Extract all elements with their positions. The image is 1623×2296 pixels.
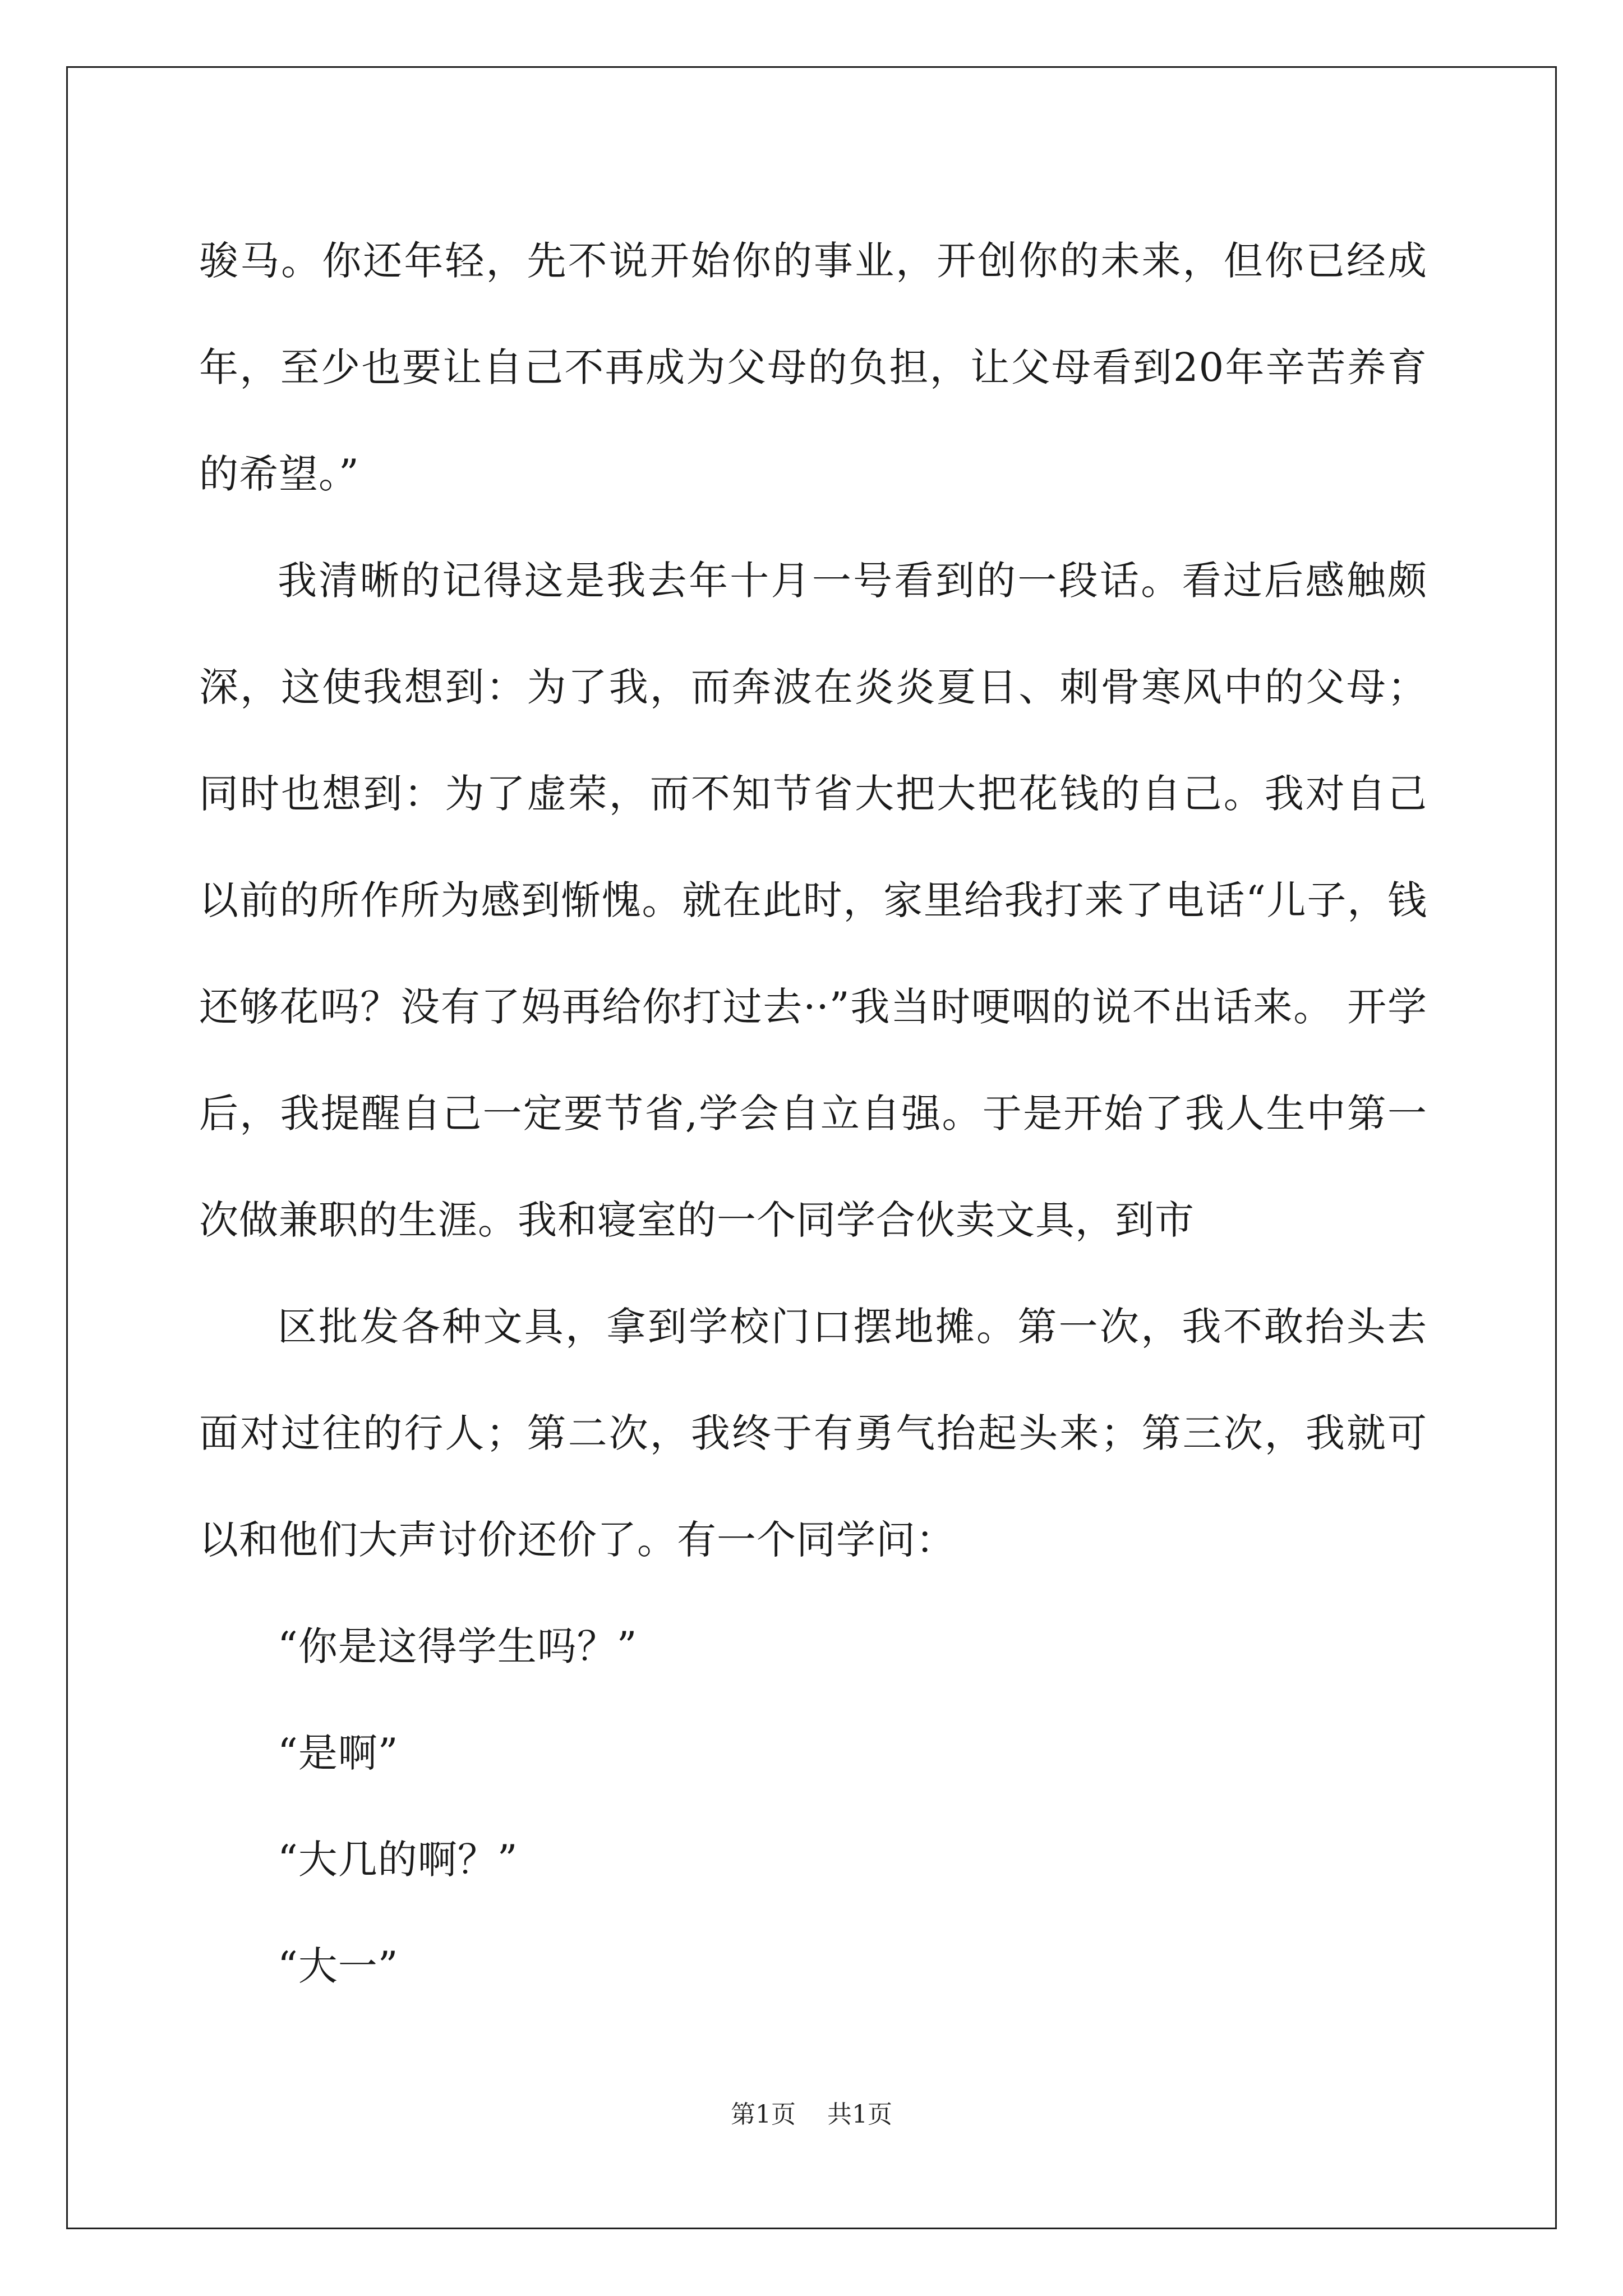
dialogue-line-4: “大一” bbox=[278, 1943, 399, 1989]
page-number: 第1页 bbox=[731, 2100, 796, 2129]
page-footer bbox=[0, 2098, 1623, 2132]
dialogue-line-2: “是啊” bbox=[278, 1730, 399, 1776]
page-total: 共1页 bbox=[827, 2100, 892, 2129]
document-body bbox=[199, 208, 1427, 2019]
dialogue-line-1: “你是这得学生吗？” bbox=[278, 1623, 638, 1669]
dialogue-line-3: “大几的啊？” bbox=[278, 1837, 518, 1883]
paragraph-1: 骏马。你还年轻，先不说开始你的事业，开创你的未来，但你已经成年，至少也要让自己不再成为父母的负担，让父母看到20年辛苦养育的希望。” bbox=[199, 238, 1427, 497]
paragraph-2: 我清晰的记得这是我去年十月一号看到的一段话。看过后感触颇深，这使我想到：为了我，而奔波在炎炎夏日、刺骨寒风中的父母；同时也想到：为了虚荣，而不知节省大把大把花钱的自己。我对自己以前的所作所为感到惭愧。就在此时，家里给我打来了电话“儿子，钱还够花吗？没有了妈再给你打过去··”我当时哽咽的说不出话来。 开学后，我提醒自己一定要节省,学会自立自强。于是开始了我人生中第一次做兼职的生涯。我和寝室的一个同学合伙卖文具，到市 bbox=[199, 558, 1427, 1243]
paragraph-3: 区批发各种文具，拿到学校门口摆地摊。第一次，我不敢抬头去面对过往的行人；第二次，我终于有勇气抬起头来；第三次，我就可以和他们大声讨价还价了。有一个同学问： bbox=[199, 1304, 1427, 1563]
